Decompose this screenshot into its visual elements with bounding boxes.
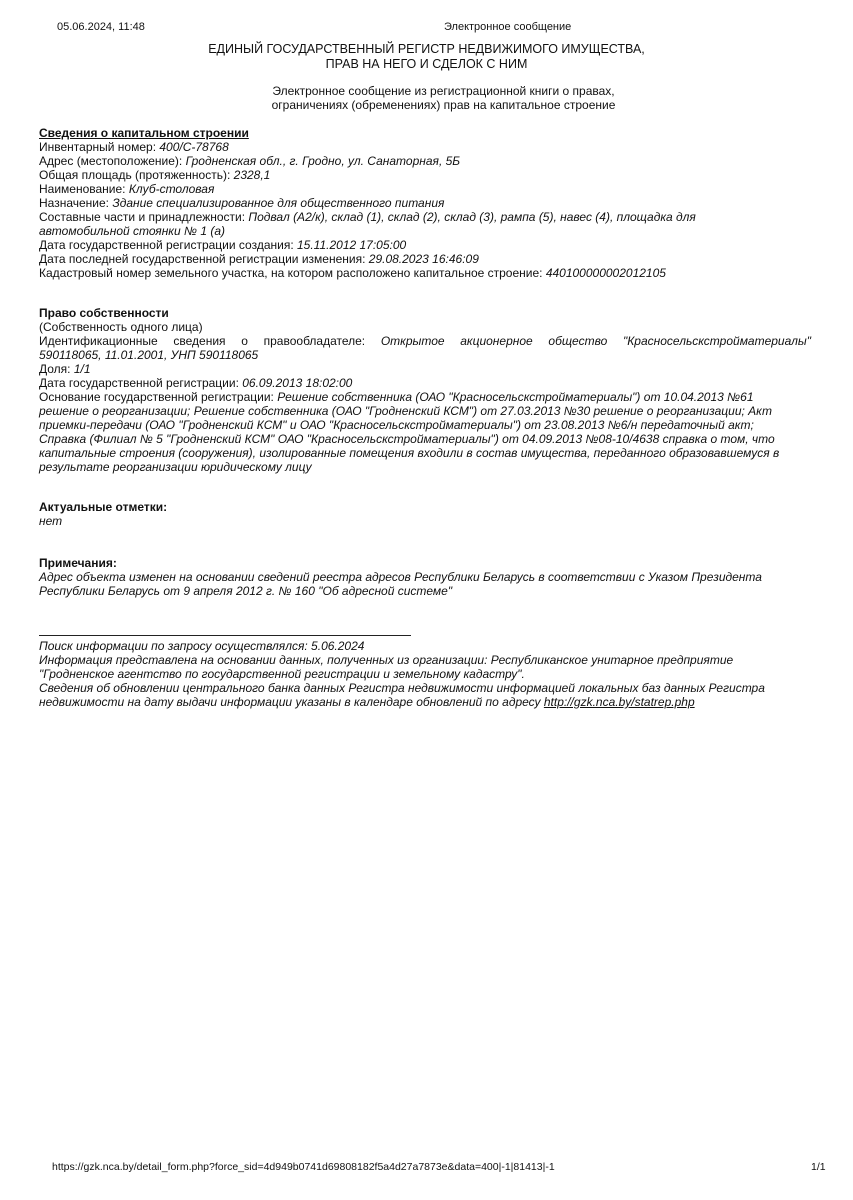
notes-line-2: Республики Беларусь от 9 апреля 2012 г. № 160 "Об адресной системе" bbox=[39, 584, 453, 598]
search-date: Поиск информации по запросу осуществлялся: 5.06.2024 bbox=[39, 639, 365, 653]
parts-label: Составные части и принадлежности: bbox=[39, 210, 249, 224]
name-value: Клуб-столовая bbox=[128, 182, 215, 196]
registration-date-label: Дата государственной регистрации: bbox=[39, 376, 243, 390]
basis-value-1: Решение собственника (ОАО "Красносельскстройматериалы") от 10.04.2013 №61 bbox=[277, 390, 754, 404]
ownership-heading: Право собственности bbox=[39, 306, 169, 320]
building-heading: Сведения о капитальном строении bbox=[39, 126, 249, 140]
update-line-2-text: недвижимости на дату выдачи информации указаны в календаре обновлений по адресу bbox=[39, 695, 544, 709]
parts-value-1: Подвал (А2/к), склад (1), склад (2), склад (3), рампа (5), навес (4), площадка для bbox=[248, 210, 696, 224]
creation-date-row bbox=[39, 238, 811, 252]
holder-row bbox=[39, 334, 811, 348]
inventory-number-row bbox=[39, 140, 811, 154]
source-line-2: "Гродненское агентство по государственной регистрации и земельному кадастру". bbox=[39, 667, 525, 681]
parts-row bbox=[39, 210, 811, 224]
basis-label: Основание государственной регистрации: bbox=[39, 390, 278, 404]
register-title bbox=[0, 42, 853, 72]
basis-value-5: капитальные строения (сооружения), изолированные помещения входили в состав имущества, переданного образовавшемуся в bbox=[39, 446, 780, 460]
print-datetime: 05.06.2024, 11:48 bbox=[57, 21, 145, 33]
footer-url: https://gzk.nca.by/detail_form.php?force_sid=4d949b0741d69808182f5a4d27a7873e&data=400|-1|81413|-1 bbox=[52, 1161, 555, 1173]
share-label: Доля: bbox=[39, 362, 74, 376]
message-subtitle-line1: Электронное сообщение из регистрационной книги о правах, bbox=[272, 84, 615, 98]
notes-heading: Примечания: bbox=[39, 556, 117, 570]
creation-date-label: Дата государственной регистрации создания: bbox=[39, 238, 297, 252]
statrep-link[interactable]: http://gzk.nca.by/statrep.php bbox=[543, 695, 695, 709]
marks-heading: Актуальные отметки: bbox=[39, 500, 168, 514]
info-section bbox=[39, 639, 811, 709]
parts-value-2: автомобильной стоянки № 1 (а) bbox=[39, 224, 225, 238]
registration-date-value: 06.09.2013 18:02:00 bbox=[242, 376, 353, 390]
area-value: 2328,1 bbox=[233, 168, 271, 182]
inventory-number-label: Инвентарный номер: bbox=[39, 140, 160, 154]
basis-value-6: результате реорганизации юридическому лицу bbox=[39, 460, 312, 474]
source-line-1: Информация представлена на основании данных, полученных из организации: Республиканское унитарное предприятие bbox=[39, 653, 734, 667]
notes-section bbox=[39, 556, 811, 598]
share-value: 1/1 bbox=[73, 362, 91, 376]
page-number: 1/1 bbox=[811, 1161, 826, 1173]
cadastral-label: Кадастровый номер земельного участка, на котором расположено капитальное строение: bbox=[39, 266, 546, 280]
notes-line-1: Адрес объекта изменен на основании сведений реестра адресов Республики Беларусь в соответствии с Указом Президента bbox=[39, 570, 762, 584]
purpose-label: Назначение: bbox=[39, 196, 113, 210]
registration-date-row bbox=[39, 376, 811, 390]
basis-value-2: решение о реорганизации; Решение собственника (ОАО "Гродненский КСМ") от 27.03.2013 №30 решение о реорганизации; Акт bbox=[39, 404, 772, 418]
message-subtitle bbox=[17, 84, 853, 112]
area-row bbox=[39, 168, 811, 182]
change-date-label: Дата последней государственной регистрации изменения: bbox=[39, 252, 369, 266]
marks-value: нет bbox=[39, 514, 63, 528]
holder-value-2: 590118065, 11.01.2001, УНП 590118065 bbox=[39, 348, 259, 362]
cadastral-row bbox=[39, 266, 811, 280]
area-label: Общая площадь (протяженность): bbox=[39, 168, 234, 182]
address-label: Адрес (местоположение): bbox=[39, 154, 186, 168]
basis-value-3: приемки-передачи (ОАО "Гродненский КСМ" и ОАО "Красносельскстройматериалы") от 23.08.2013 №6/н передаточный акт; bbox=[39, 418, 754, 432]
inventory-number-value: 400/С-78768 bbox=[159, 140, 229, 154]
update-line-2 bbox=[39, 695, 811, 709]
change-date-row bbox=[39, 252, 811, 266]
basis-row bbox=[39, 390, 811, 404]
address-row bbox=[39, 154, 811, 168]
creation-date-value: 15.11.2012 17:05:00 bbox=[297, 238, 407, 252]
holder-label: Идентификационные сведения о правообладателе: bbox=[39, 334, 381, 348]
purpose-row bbox=[39, 196, 811, 210]
separator-line bbox=[39, 635, 411, 636]
share-row bbox=[39, 362, 811, 376]
basis-value-4: Справка (Филиал № 5 "Гродненский КСМ" ОАО "Красносельскстройматериалы") от 04.09.2013 №08-10/4638 справка о том, что bbox=[39, 432, 775, 446]
purpose-value: Здание специализированное для общественного питания bbox=[112, 196, 445, 210]
holder-value-1: Открытое акционерное общество "Красносельскстройматериалы" bbox=[380, 334, 812, 348]
message-subtitle-line2: ограничениях (обременениях) прав на капитальное строение bbox=[271, 98, 616, 112]
marks-section bbox=[39, 500, 811, 528]
register-title-line2: ПРАВ НА НЕГО И СДЕЛОК С НИМ bbox=[325, 57, 528, 71]
name-row bbox=[39, 182, 811, 196]
ownership-type: (Собственность одного лица) bbox=[39, 320, 203, 334]
ownership-section bbox=[39, 306, 811, 474]
register-title-line1: ЕДИНЫЙ ГОСУДАРСТВЕННЫЙ РЕГИСТР НЕДВИЖИМОГО ИМУЩЕСТВА, bbox=[208, 42, 645, 56]
cadastral-value: 440100000002012105 bbox=[545, 266, 666, 280]
update-line-1: Сведения об обновлении центрального банка данных Регистра недвижимости информацией локальных баз данных Регистра bbox=[39, 681, 765, 695]
name-label: Наименование: bbox=[39, 182, 129, 196]
address-value: Гродненская обл., г. Гродно, ул. Санаторная, 5Б bbox=[185, 154, 461, 168]
document-type: Электронное сообщение bbox=[444, 21, 572, 33]
building-section bbox=[39, 126, 811, 280]
change-date-value: 29.08.2023 16:46:09 bbox=[368, 252, 479, 266]
